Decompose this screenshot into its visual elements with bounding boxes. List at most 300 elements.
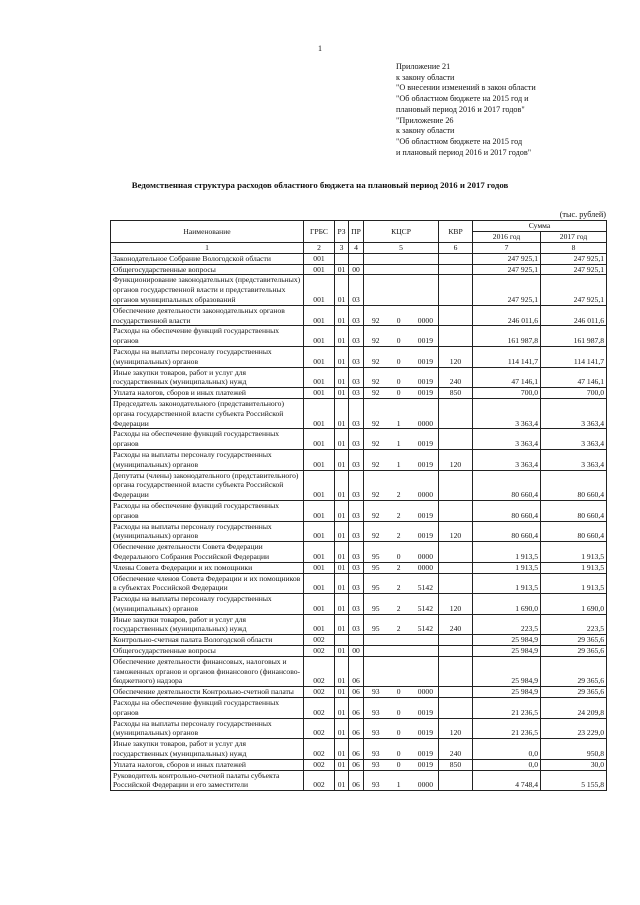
row-sum-2016: 114 141,7: [473, 346, 541, 367]
row-kvr: 120: [439, 594, 473, 615]
kcsr-part: 0019: [417, 388, 433, 398]
kcsr-part: 0: [396, 388, 401, 398]
table-row: [111, 573, 607, 594]
row-sum-2016: 1 913,5: [473, 573, 541, 594]
row-sum-2016: 247 925,1: [473, 275, 541, 305]
table-row: [111, 614, 607, 635]
row-sum-2016: 700,0: [473, 388, 541, 399]
column-numbers-row: [111, 242, 607, 253]
row-pr: 00: [349, 646, 364, 657]
row-kcsr: [364, 305, 439, 326]
row-sum-2017: 30,0: [541, 759, 607, 770]
kcsr-part: 95: [372, 583, 380, 593]
table-row: [111, 646, 607, 657]
row-grbs: 002: [304, 770, 335, 791]
row-pr: 03: [349, 449, 364, 470]
table-row: [111, 759, 607, 770]
kcsr-part: 95: [372, 562, 380, 572]
row-sum-2016: 80 660,4: [473, 500, 541, 521]
row-kcsr: [364, 346, 439, 367]
row-name: Обеспечение деятельности Совета Федерации Федерального Собрания Российской Федерации: [111, 542, 304, 563]
row-kcsr: [364, 687, 439, 698]
column-number: 6: [439, 242, 473, 253]
kcsr-part: 93: [372, 749, 380, 759]
row-sum-2016: 21 236,5: [473, 718, 541, 739]
kcsr-part: 93: [372, 707, 380, 717]
row-name: Уплата налогов, сборов и иных платежей: [111, 388, 304, 399]
row-name: Обеспечение деятельности законодательных органов государственной власти: [111, 305, 304, 326]
row-sum-2017: 29 365,6: [541, 646, 607, 657]
row-kvr: [439, 698, 473, 719]
kcsr-code: [366, 552, 436, 562]
kcsr-part: 92: [372, 388, 380, 398]
row-sum-2017: 246 011,6: [541, 305, 607, 326]
row-sum-2017: 3 363,4: [541, 449, 607, 470]
row-rz: 01: [335, 594, 349, 615]
kcsr-code: [366, 728, 436, 738]
kcsr-code: [366, 357, 436, 367]
row-sum-2016: 247 925,1: [473, 264, 541, 275]
table-row: [111, 253, 607, 264]
kcsr-part: 92: [372, 418, 380, 428]
row-sum-2017: 29 365,6: [541, 656, 607, 686]
kcsr-part: 0000: [417, 551, 433, 561]
row-grbs: 001: [304, 367, 335, 388]
row-name: Расходы на обеспечение функций государственных органов: [111, 326, 304, 347]
row-grbs: 001: [304, 398, 335, 428]
row-name: Председатель законодательного (представительного) органа государственной власти субъекта Российской Федерации: [111, 398, 304, 428]
kcsr-part: 5142: [417, 624, 433, 634]
appendix-note: [396, 62, 616, 158]
kcsr-part: 5142: [417, 583, 433, 593]
kcsr-part: 0: [396, 356, 401, 366]
row-rz: 01: [335, 429, 349, 450]
row-grbs: 002: [304, 635, 335, 646]
row-rz: 01: [335, 367, 349, 388]
row-pr: 03: [349, 367, 364, 388]
row-kcsr: [364, 264, 439, 275]
kcsr-part: 92: [372, 377, 380, 387]
table-row: [111, 739, 607, 760]
row-grbs: 002: [304, 739, 335, 760]
row-sum-2017: 247 925,1: [541, 253, 607, 264]
row-name: Расходы на обеспечение функций государственных органов: [111, 698, 304, 719]
row-grbs: 001: [304, 346, 335, 367]
row-sum-2017: 247 925,1: [541, 264, 607, 275]
row-kvr: 850: [439, 759, 473, 770]
header-pr: ПР: [349, 221, 364, 243]
table-row: [111, 264, 607, 275]
kcsr-code: [366, 316, 436, 326]
row-grbs: 002: [304, 646, 335, 657]
row-sum-2017: 5 155,8: [541, 770, 607, 791]
kcsr-part: 2: [396, 510, 401, 520]
row-rz: 01: [335, 305, 349, 326]
row-sum-2016: 161 987,8: [473, 326, 541, 347]
row-name: Контрольно-счетная палата Вологодской области: [111, 635, 304, 646]
row-sum-2017: 3 363,4: [541, 398, 607, 428]
row-grbs: 002: [304, 687, 335, 698]
row-kcsr: [364, 388, 439, 399]
kcsr-code: [366, 419, 436, 429]
kcsr-code: [366, 460, 436, 470]
table-row: [111, 542, 607, 563]
row-kvr: [439, 275, 473, 305]
kcsr-part: 92: [372, 356, 380, 366]
row-kvr: [439, 398, 473, 428]
kcsr-part: 92: [372, 531, 380, 541]
row-sum-2017: 24 209,8: [541, 698, 607, 719]
kcsr-part: 1: [396, 459, 401, 469]
row-kcsr: [364, 275, 439, 305]
kcsr-part: 0019: [417, 459, 433, 469]
row-kcsr: [364, 253, 439, 264]
row-kvr: [439, 253, 473, 264]
kcsr-part: 0: [396, 687, 401, 697]
row-pr: 06: [349, 656, 364, 686]
row-sum-2017: 80 660,4: [541, 521, 607, 542]
table-row: [111, 635, 607, 646]
kcsr-part: 0: [396, 759, 401, 769]
row-name: Члены Совета Федерации и их помощники: [111, 562, 304, 573]
row-kvr: [439, 656, 473, 686]
kcsr-part: 5142: [417, 603, 433, 613]
kcsr-code: [366, 760, 436, 770]
row-pr: 06: [349, 770, 364, 791]
row-pr: 03: [349, 429, 364, 450]
header-kvr: КВР: [439, 221, 473, 243]
row-grbs: 002: [304, 698, 335, 719]
column-number: 2: [304, 242, 335, 253]
row-kvr: [439, 429, 473, 450]
kcsr-part: 0000: [417, 780, 433, 790]
kcsr-part: 0000: [417, 315, 433, 325]
row-kcsr: [364, 521, 439, 542]
appendix-line: "Об областном бюджете на 2015 год: [396, 136, 523, 146]
row-sum-2016: 25 984,9: [473, 646, 541, 657]
header-kcsr: КЦСР: [364, 221, 439, 243]
row-pr: 06: [349, 739, 364, 760]
row-pr: 03: [349, 614, 364, 635]
row-pr: 03: [349, 573, 364, 594]
kcsr-part: 0019: [417, 531, 433, 541]
kcsr-part: 2: [396, 583, 401, 593]
row-sum-2016: 47 146,1: [473, 367, 541, 388]
row-name: Обеспечение членов Совета Федерации и их помощников в субъектах Российской Федерации: [111, 573, 304, 594]
row-kcsr: [364, 770, 439, 791]
row-kvr: [439, 542, 473, 563]
table-row: [111, 500, 607, 521]
row-kcsr: [364, 718, 439, 739]
row-sum-2016: 3 363,4: [473, 449, 541, 470]
row-sum-2016: 246 011,6: [473, 305, 541, 326]
row-rz: 01: [335, 470, 349, 500]
row-kcsr: [364, 542, 439, 563]
row-grbs: 002: [304, 656, 335, 686]
row-rz: 01: [335, 687, 349, 698]
kcsr-part: 0: [396, 315, 401, 325]
row-pr: 03: [349, 275, 364, 305]
header-2016: 2016 год: [473, 232, 541, 243]
row-kvr: [439, 470, 473, 500]
row-pr: 00: [349, 264, 364, 275]
row-kvr: [439, 646, 473, 657]
row-sum-2016: 247 925,1: [473, 253, 541, 264]
row-name: Руководитель контрольно-счетной палаты субъекта Российской Федерации и его заместители: [111, 770, 304, 791]
row-name: Расходы на выплаты персоналу государственных (муниципальных) органов: [111, 346, 304, 367]
row-name: Общегосударственные вопросы: [111, 646, 304, 657]
column-number: 7: [473, 242, 541, 253]
row-name: Расходы на выплаты персоналу государственных (муниципальных) органов: [111, 718, 304, 739]
table-row: [111, 398, 607, 428]
row-sum-2016: 25 984,9: [473, 656, 541, 686]
row-kcsr: [364, 500, 439, 521]
row-rz: 01: [335, 275, 349, 305]
row-kcsr: [364, 562, 439, 573]
row-name: Расходы на обеспечение функций государственных органов: [111, 500, 304, 521]
page-number: 1: [318, 44, 322, 53]
row-pr: 03: [349, 388, 364, 399]
row-sum-2016: 0,0: [473, 759, 541, 770]
kcsr-part: 0: [396, 728, 401, 738]
row-rz: 01: [335, 656, 349, 686]
header-2017: 2017 год: [541, 232, 607, 243]
kcsr-code: [366, 687, 436, 697]
kcsr-code: [366, 511, 436, 521]
row-pr: 03: [349, 562, 364, 573]
row-sum-2016: 21 236,5: [473, 698, 541, 719]
table-row: [111, 656, 607, 686]
kcsr-part: 93: [372, 759, 380, 769]
appendix-line: "Приложение 26: [396, 115, 454, 125]
table-row: [111, 346, 607, 367]
kcsr-part: 2: [396, 490, 401, 500]
column-number: 4: [349, 242, 364, 253]
kcsr-part: 0019: [417, 336, 433, 346]
table-row: [111, 594, 607, 615]
row-kvr: [439, 500, 473, 521]
row-kvr: [439, 635, 473, 646]
row-rz: 01: [335, 759, 349, 770]
row-rz: 01: [335, 698, 349, 719]
row-rz: 01: [335, 500, 349, 521]
row-rz: 01: [335, 388, 349, 399]
row-kvr: 120: [439, 718, 473, 739]
kcsr-part: 95: [372, 551, 380, 561]
row-rz: 01: [335, 346, 349, 367]
kcsr-part: 1: [396, 439, 401, 449]
appendix-line: плановый период 2016 и 2017 годов": [396, 104, 525, 114]
kcsr-part: 0000: [417, 490, 433, 500]
row-rz: [335, 253, 349, 264]
row-pr: 06: [349, 718, 364, 739]
row-rz: 01: [335, 573, 349, 594]
row-grbs: 001: [304, 388, 335, 399]
kcsr-part: 92: [372, 336, 380, 346]
kcsr-part: 95: [372, 603, 380, 613]
kcsr-code: [366, 336, 436, 346]
row-sum-2017: 80 660,4: [541, 500, 607, 521]
row-pr: 06: [349, 698, 364, 719]
kcsr-part: 1: [396, 418, 401, 428]
row-kcsr: [364, 326, 439, 347]
row-name: Обеспечение деятельности Контрольно-счетной палаты: [111, 687, 304, 698]
row-rz: 01: [335, 646, 349, 657]
row-kcsr: [364, 646, 439, 657]
kcsr-part: 0: [396, 551, 401, 561]
header-name: Наименование: [111, 221, 304, 243]
kcsr-part: 92: [372, 315, 380, 325]
kcsr-part: 0019: [417, 707, 433, 717]
kcsr-part: 93: [372, 780, 380, 790]
row-name: Расходы на обеспечение функций государственных органов: [111, 429, 304, 450]
row-sum-2017: 223,5: [541, 614, 607, 635]
row-pr: 03: [349, 346, 364, 367]
row-sum-2017: 47 146,1: [541, 367, 607, 388]
table-row: [111, 687, 607, 698]
row-pr: 06: [349, 759, 364, 770]
row-sum-2016: 80 660,4: [473, 521, 541, 542]
row-sum-2017: 3 363,4: [541, 429, 607, 450]
kcsr-part: 92: [372, 490, 380, 500]
row-name: Иные закупки товаров, работ и услуг для государственных (муниципальных) нужд: [111, 367, 304, 388]
row-pr: [349, 635, 364, 646]
row-kvr: 240: [439, 367, 473, 388]
kcsr-code: [366, 604, 436, 614]
kcsr-code: [366, 388, 436, 398]
appendix-line: и плановый период 2016 и 2017 годов": [396, 147, 532, 157]
table-row: [111, 429, 607, 450]
row-pr: 03: [349, 500, 364, 521]
kcsr-part: 0: [396, 749, 401, 759]
expenditure-table: [110, 220, 607, 791]
kcsr-code: [366, 708, 436, 718]
row-name: Расходы на выплаты персоналу государственных (муниципальных) органов: [111, 521, 304, 542]
row-name: Функционирование законодательных (представительных) органов государственной власти и представительных органов муниципальных образований: [111, 275, 304, 305]
table-row: [111, 698, 607, 719]
kcsr-part: 0: [396, 707, 401, 717]
row-kcsr: [364, 759, 439, 770]
row-pr: 03: [349, 398, 364, 428]
column-number: 5: [364, 242, 439, 253]
row-sum-2017: 1 913,5: [541, 573, 607, 594]
row-rz: 01: [335, 264, 349, 275]
row-rz: 01: [335, 718, 349, 739]
row-sum-2017: 80 660,4: [541, 470, 607, 500]
kcsr-part: 92: [372, 510, 380, 520]
row-grbs: 001: [304, 264, 335, 275]
row-grbs: 001: [304, 562, 335, 573]
kcsr-part: 0019: [417, 759, 433, 769]
row-name: Уплата налогов, сборов и иных платежей: [111, 759, 304, 770]
row-kcsr: [364, 367, 439, 388]
row-grbs: 001: [304, 305, 335, 326]
row-kvr: [439, 687, 473, 698]
row-kvr: 850: [439, 388, 473, 399]
row-grbs: 001: [304, 594, 335, 615]
row-pr: 03: [349, 594, 364, 615]
row-kcsr: [364, 594, 439, 615]
row-rz: 01: [335, 739, 349, 760]
row-sum-2016: 1 690,0: [473, 594, 541, 615]
row-kcsr: [364, 635, 439, 646]
header-sum: Сумма: [473, 221, 607, 232]
kcsr-code: [366, 439, 436, 449]
row-sum-2016: 3 363,4: [473, 429, 541, 450]
row-kcsr: [364, 429, 439, 450]
row-pr: 03: [349, 521, 364, 542]
row-name: Общегосударственные вопросы: [111, 264, 304, 275]
table-row: [111, 521, 607, 542]
kcsr-part: 0: [396, 377, 401, 387]
row-kvr: [439, 562, 473, 573]
row-grbs: 001: [304, 542, 335, 563]
row-grbs: 001: [304, 449, 335, 470]
kcsr-part: 0019: [417, 728, 433, 738]
kcsr-part: 93: [372, 687, 380, 697]
kcsr-part: 0019: [417, 749, 433, 759]
table-row: [111, 562, 607, 573]
kcsr-code: [366, 780, 436, 790]
row-pr: 03: [349, 542, 364, 563]
row-sum-2016: 25 984,9: [473, 635, 541, 646]
header-rz: РЗ: [335, 221, 349, 243]
table-row: [111, 449, 607, 470]
row-kvr: 120: [439, 521, 473, 542]
row-kvr: [439, 770, 473, 791]
row-sum-2016: 223,5: [473, 614, 541, 635]
row-rz: 01: [335, 449, 349, 470]
row-rz: 01: [335, 398, 349, 428]
row-sum-2017: 114 141,7: [541, 346, 607, 367]
kcsr-part: 2: [396, 562, 401, 572]
row-kcsr: [364, 449, 439, 470]
appendix-line: "Об областном бюджете на 2015 год и: [396, 94, 529, 104]
row-kvr: [439, 326, 473, 347]
kcsr-part: 92: [372, 439, 380, 449]
row-grbs: 001: [304, 573, 335, 594]
row-sum-2017: 700,0: [541, 388, 607, 399]
row-kcsr: [364, 398, 439, 428]
row-sum-2017: 1 913,5: [541, 562, 607, 573]
kcsr-part: 92: [372, 459, 380, 469]
row-kvr: [439, 305, 473, 326]
row-sum-2016: 3 363,4: [473, 398, 541, 428]
row-pr: 03: [349, 470, 364, 500]
table-row: [111, 367, 607, 388]
kcsr-part: 0: [396, 336, 401, 346]
row-grbs: 002: [304, 759, 335, 770]
table-row: [111, 718, 607, 739]
kcsr-code: [366, 563, 436, 573]
row-kcsr: [364, 739, 439, 760]
row-sum-2017: 247 925,1: [541, 275, 607, 305]
row-rz: 01: [335, 614, 349, 635]
row-sum-2016: 1 913,5: [473, 542, 541, 563]
row-sum-2016: 80 660,4: [473, 470, 541, 500]
kcsr-part: 0019: [417, 356, 433, 366]
row-kvr: [439, 264, 473, 275]
kcsr-part: 95: [372, 624, 380, 634]
row-name: Расходы на выплаты персоналу государственных (муниципальных) органов: [111, 594, 304, 615]
kcsr-part: 0000: [417, 562, 433, 572]
row-sum-2017: 950,8: [541, 739, 607, 760]
row-name: Иные закупки товаров, работ и услуг для государственных (муниципальных) нужд: [111, 739, 304, 760]
row-name: Обеспечение деятельности финансовых, налоговых и таможенных органов и органов финансового (финансово-бюджетного) надзора: [111, 656, 304, 686]
row-grbs: 002: [304, 718, 335, 739]
row-sum-2017: 29 365,6: [541, 687, 607, 698]
row-rz: [335, 635, 349, 646]
